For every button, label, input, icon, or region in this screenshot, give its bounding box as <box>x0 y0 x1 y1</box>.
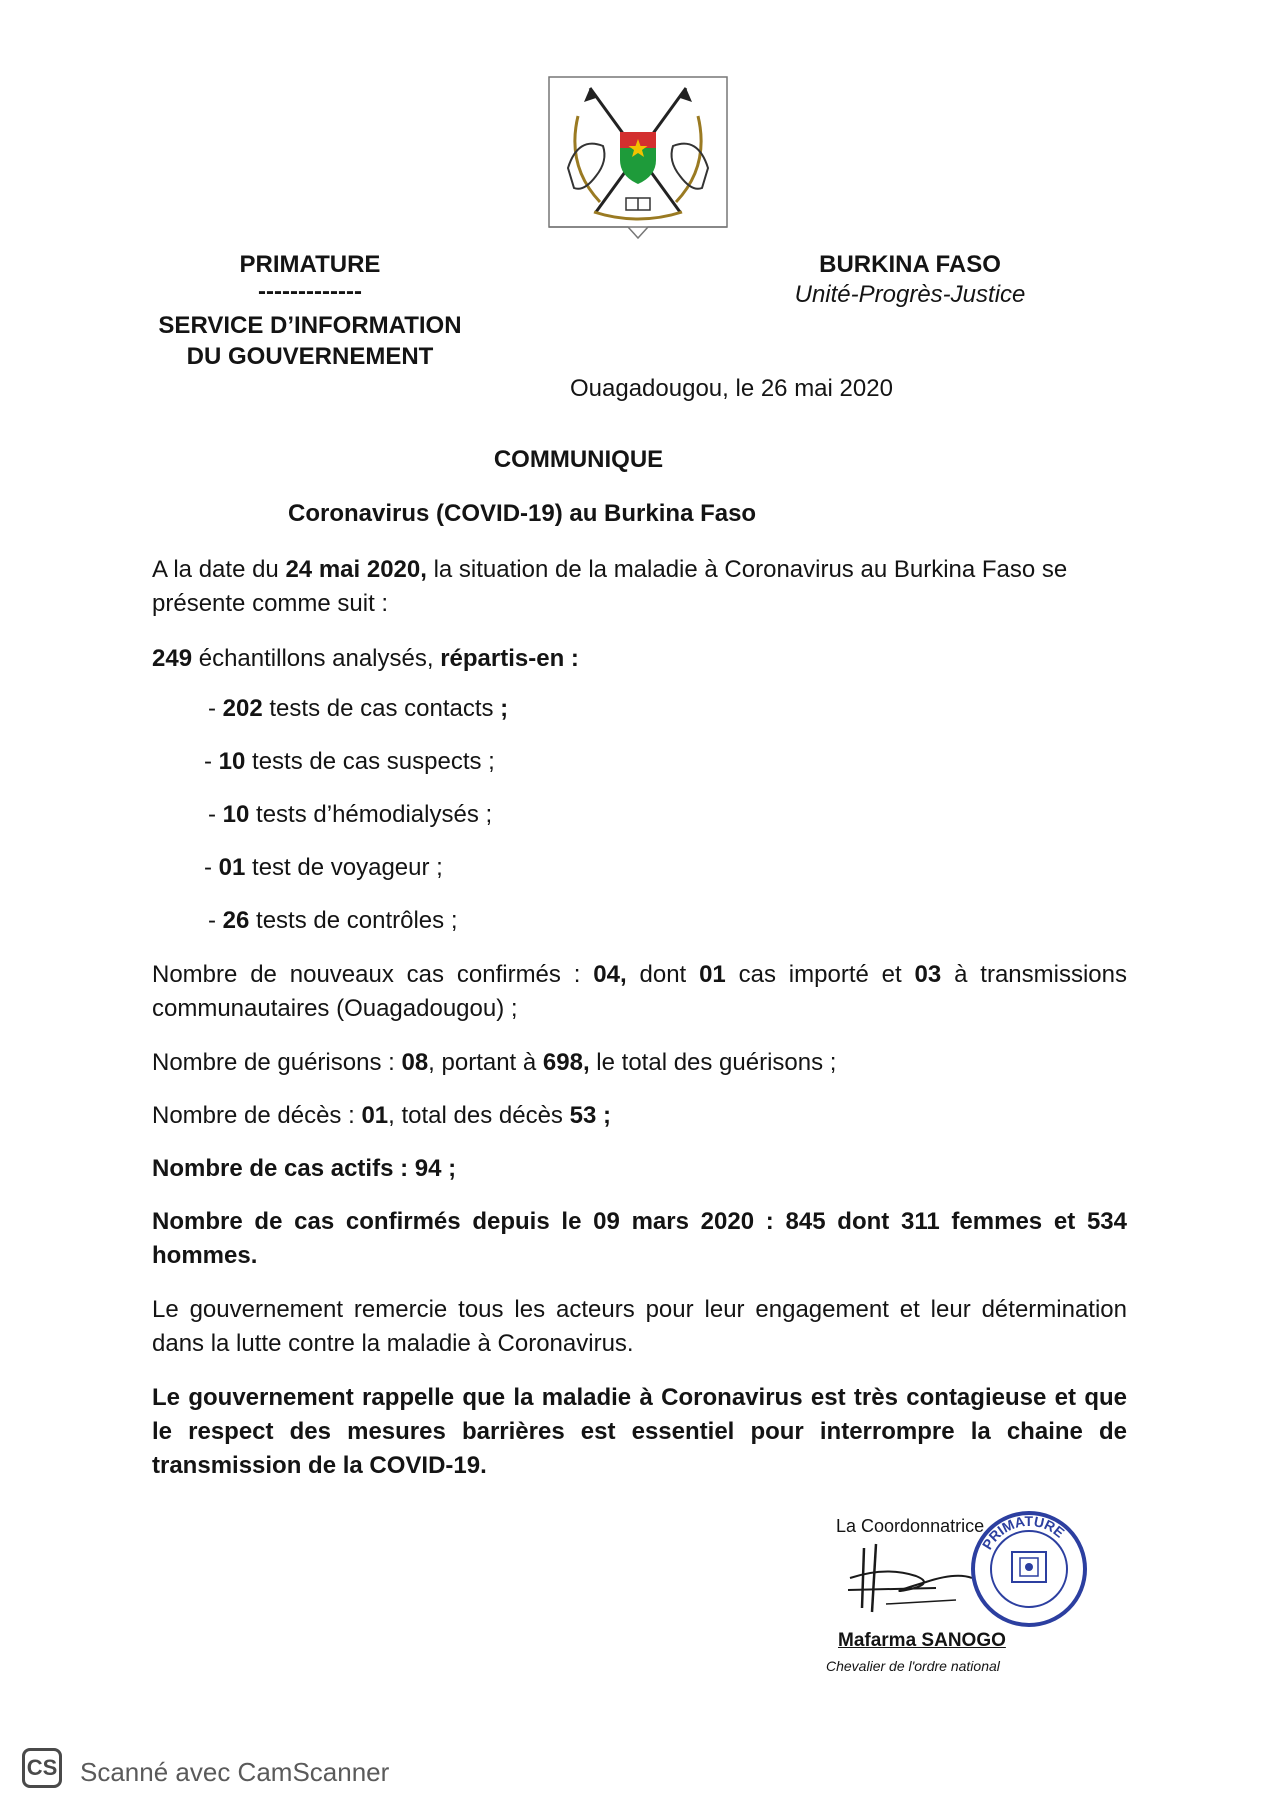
samples-suffix: répartis-en : <box>440 645 579 672</box>
recoveries-text: le total des guérisons ; <box>589 1049 837 1076</box>
list-end: ; <box>450 907 458 934</box>
header-motto: Unité-Progrès-Justice <box>794 281 1026 308</box>
list-text: tests de contrôles <box>249 907 451 934</box>
recoveries-count: 08 <box>401 1049 429 1076</box>
header-service-line1: SERVICE D’INFORMATION <box>158 312 462 339</box>
list-number: 26 <box>222 907 250 934</box>
new-cases-imported: 01 <box>699 961 726 988</box>
list-end: ; <box>436 854 443 881</box>
header-primature: PRIMATURE <box>239 251 381 278</box>
list-item <box>204 854 443 882</box>
recoveries-label: Nombre de guérisons : <box>152 1049 402 1076</box>
list-dash: - <box>204 854 219 881</box>
deaths-total: 53 ; <box>569 1102 611 1129</box>
intro-suffix: la situation de la maladie à Coronavirus au Burkina Faso se présente comme suit : <box>152 556 1068 617</box>
header-country: BURKINA FASO <box>819 251 1001 278</box>
new-cases-paragraph <box>152 958 1127 1026</box>
signatory-role: Chevalier de l'ordre national <box>826 1658 1000 1674</box>
list-dash: - <box>208 801 223 828</box>
list-text: tests d’hémodialysés <box>249 801 486 828</box>
list-dash: - <box>208 695 223 722</box>
new-cases-label: Nombre de nouveaux cas confirmés : <box>152 961 594 988</box>
list-end: ; <box>488 748 495 775</box>
list-text: test de voyageur <box>245 854 437 881</box>
deaths-text: , total des décès <box>388 1102 570 1129</box>
header-service-line2: DU GOUVERNEMENT <box>186 343 434 370</box>
samples-line <box>152 642 1127 676</box>
header-separator: ------------- <box>258 278 362 305</box>
new-cases-text: cas importé et <box>725 961 915 988</box>
page-subtitle: Coronavirus (COVID-19) au Burkina Faso <box>288 500 757 527</box>
camscanner-logo-icon <box>22 1748 62 1788</box>
active-cases-line: Nombre de cas actifs : 94 ; <box>152 1155 457 1182</box>
list-item <box>204 748 495 776</box>
samples-text: échantillons analysés, <box>192 645 441 672</box>
list-item <box>208 695 508 723</box>
list-number: 10 <box>218 748 246 775</box>
page-title: COMMUNIQUE <box>493 446 664 473</box>
deaths-count: 01 <box>361 1102 389 1129</box>
intro-paragraph <box>152 553 1127 621</box>
new-cases-text: à transmissions communautaires (Ouagadougou) ; <box>152 961 1127 1022</box>
list-text: tests de cas contacts <box>262 695 501 722</box>
list-dash: - <box>208 907 223 934</box>
list-item <box>208 801 492 829</box>
official-stamp-icon <box>968 1508 1090 1630</box>
recoveries-total: 698, <box>542 1049 590 1076</box>
camscanner-logo-text: CS <box>26 1755 58 1780</box>
recoveries-line <box>152 1046 1127 1080</box>
reminder-paragraph: Le gouvernement rappelle que la maladie à Coronavirus est très contagieuse et que le respect des mesures barrières est essentiel pour interrompre la chaine de transmission de la COVID-19. <box>152 1384 1127 1479</box>
confirmed-total-paragraph: Nombre de cas confirmés depuis le 09 mars 2020 : 845 dont 311 femmes et 534 hommes. <box>152 1208 1127 1269</box>
new-cases-total: 04, <box>593 961 627 988</box>
list-text: tests de cas suspects <box>245 748 489 775</box>
footer-text: Scanné avec CamScanner <box>80 1757 390 1787</box>
list-end: ; <box>485 801 493 828</box>
signatory-name: Mafarma SANOGO <box>838 1630 1006 1651</box>
deaths-label: Nombre de décès : <box>152 1102 362 1129</box>
intro-prefix: A la date du <box>152 556 286 583</box>
list-dash: - <box>204 748 219 775</box>
list-number: 202 <box>222 695 263 722</box>
list-number: 10 <box>222 801 250 828</box>
signature-title: La Coordonnatrice <box>836 1516 985 1536</box>
thanks-paragraph: Le gouvernement remercie tous les acteurs pour leur engagement et leur détermination dans la lutte contre la maladie à Coronavirus. <box>152 1296 1127 1357</box>
deaths-line <box>152 1099 1127 1133</box>
handwritten-signature <box>846 1538 976 1618</box>
new-cases-community: 03 <box>914 961 942 988</box>
date-line: Ouagadougou, le 26 mai 2020 <box>570 375 893 402</box>
intro-date: 24 mai 2020, <box>285 556 427 583</box>
list-item <box>208 907 457 935</box>
list-end: ; <box>500 695 509 722</box>
coat-of-arms-icon <box>548 76 728 240</box>
stamp-text: PRIMATURE <box>978 1512 1068 1553</box>
samples-count: 249 <box>152 645 193 672</box>
recoveries-text: , portant à <box>428 1049 543 1076</box>
new-cases-text: dont <box>626 961 700 988</box>
list-number: 01 <box>218 854 246 881</box>
